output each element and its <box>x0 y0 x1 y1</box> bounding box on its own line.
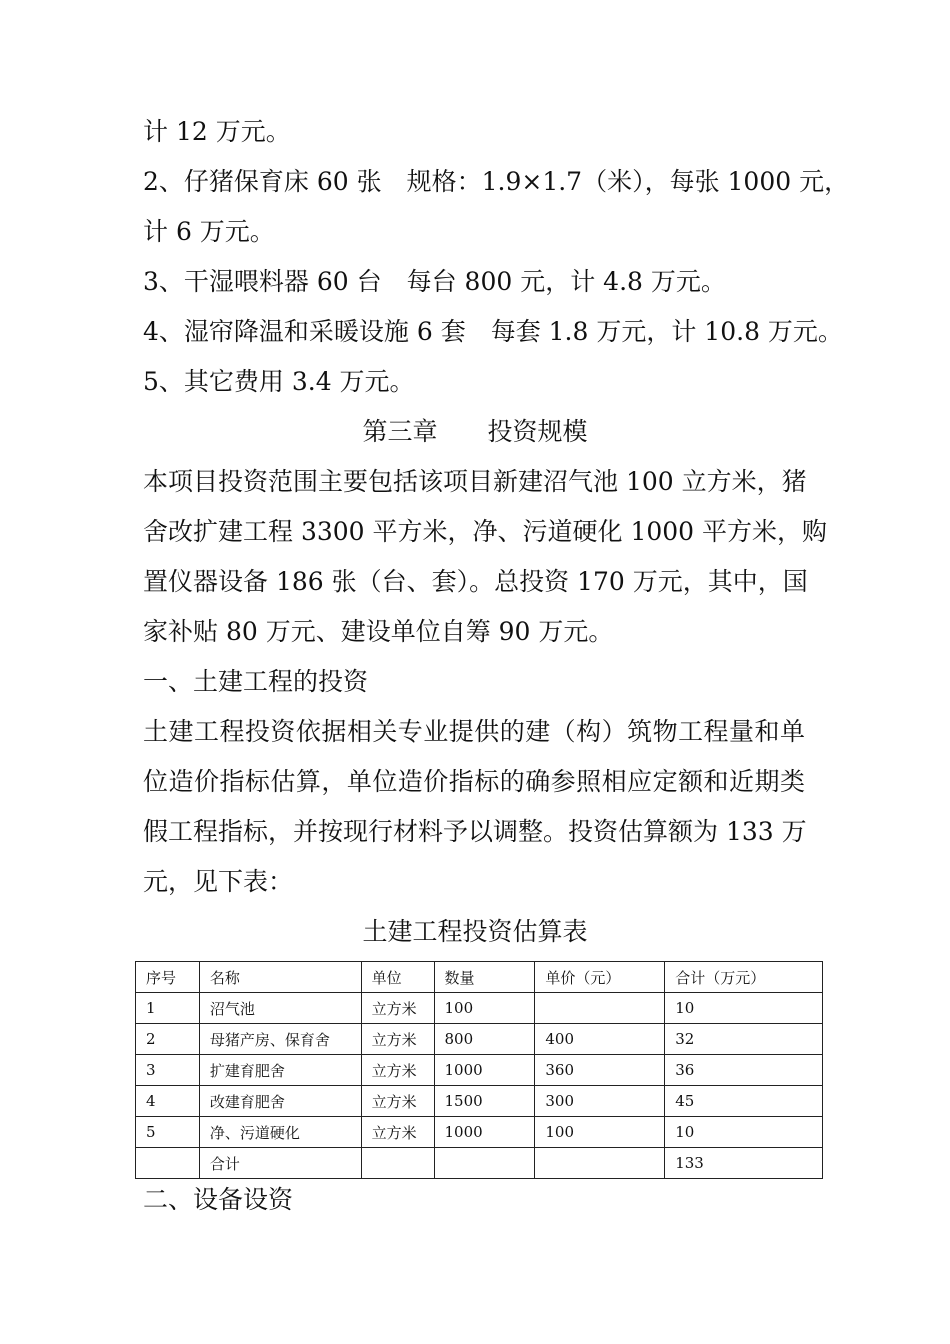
paragraph-line: 3、干湿喂料器 60 台 每台 800 元，计 4.8 万元。 <box>143 267 726 296</box>
table-cell: 300 <box>535 1086 665 1117</box>
table-cell: 10 <box>665 993 823 1024</box>
table-cell: 3 <box>136 1055 200 1086</box>
table-header-cell: 数量 <box>434 962 535 993</box>
table-cell <box>136 1148 200 1179</box>
table-row <box>136 993 823 1024</box>
table-cell: 2 <box>136 1024 200 1055</box>
table-cell: 400 <box>535 1024 665 1055</box>
table-cell: 1500 <box>434 1086 535 1117</box>
table-cell: 净、污道硬化 <box>199 1117 361 1148</box>
table-header-cell: 单价（元） <box>535 962 665 993</box>
chapter-title: 第三章 投资规模 <box>362 417 588 446</box>
table-cell: 合计 <box>199 1148 361 1179</box>
table-cell: 1000 <box>434 1055 535 1086</box>
paragraph-line: 2、仔猪保育床 60 张 规格：1.9×1.7（米），每张 1000 元， <box>143 167 850 196</box>
paragraph-line: 土建工程投资依据相关专业提供的建（构）筑物工程量和单 <box>143 717 805 746</box>
table-row <box>136 1086 823 1117</box>
paragraph-line: 计 6 万元。 <box>143 217 275 246</box>
table-cell: 133 <box>665 1148 823 1179</box>
table-cell: 45 <box>665 1086 823 1117</box>
table-cell <box>361 1148 434 1179</box>
investment-table <box>135 961 823 1179</box>
table-cell: 扩建育肥舍 <box>199 1055 361 1086</box>
paragraph-line: 假工程指标，并按现行材料予以调整。投资估算额为 133 万 <box>143 817 807 846</box>
table-cell: 立方米 <box>361 993 434 1024</box>
table-cell: 360 <box>535 1055 665 1086</box>
paragraph-line: 舍改扩建工程 3300 平方米，净、污道硬化 1000 平方米，购 <box>143 517 828 546</box>
table-cell: 100 <box>434 993 535 1024</box>
table-cell: 母猪产房、保育舍 <box>199 1024 361 1055</box>
paragraph-line: 家补贴 80 万元、建设单位自筹 90 万元。 <box>143 617 614 646</box>
paragraph-line: 计 12 万元。 <box>143 117 291 146</box>
section-heading: 二、设备设资 <box>143 1185 294 1214</box>
table-total-row <box>136 1148 823 1179</box>
table-cell: 4 <box>136 1086 200 1117</box>
table-header-row <box>136 962 823 993</box>
table-cell: 沼气池 <box>199 993 361 1024</box>
table-row <box>136 1055 823 1086</box>
table-cell: 立方米 <box>361 1055 434 1086</box>
table-cell: 36 <box>665 1055 823 1086</box>
table-cell <box>434 1148 535 1179</box>
table-cell: 1000 <box>434 1117 535 1148</box>
table-title: 土建工程投资估算表 <box>362 917 588 946</box>
paragraph-line: 元，见下表： <box>143 867 294 896</box>
table-cell: 100 <box>535 1117 665 1148</box>
section-heading: 一、土建工程的投资 <box>143 667 369 696</box>
table-cell: 改建育肥舍 <box>199 1086 361 1117</box>
table-cell <box>535 993 665 1024</box>
table-cell: 10 <box>665 1117 823 1148</box>
table-header-cell: 合计（万元） <box>665 962 823 993</box>
table-header-cell: 序号 <box>136 962 200 993</box>
table-cell: 32 <box>665 1024 823 1055</box>
paragraph-line: 位造价指标估算，单位造价指标的确参照相应定额和近期类 <box>143 767 805 796</box>
paragraph-line: 4、湿帘降温和采暖设施 6 套 每套 1.8 万元，计 10.8 万元。 <box>143 317 843 346</box>
table-cell <box>535 1148 665 1179</box>
table-header-cell: 单位 <box>361 962 434 993</box>
table-cell: 800 <box>434 1024 535 1055</box>
paragraph-line: 置仪器设备 186 张（台、套）。总投资 170 万元，其中，国 <box>143 567 808 596</box>
paragraph-line: 5、其它费用 3.4 万元。 <box>143 367 415 396</box>
table-cell: 立方米 <box>361 1086 434 1117</box>
paragraph-line: 本项目投资范围主要包括该项目新建沼气池 100 立方米，猪 <box>143 467 807 496</box>
table-header-cell: 名称 <box>199 962 361 993</box>
table-row <box>136 1117 823 1148</box>
table-row <box>136 1024 823 1055</box>
table-cell: 立方米 <box>361 1024 434 1055</box>
table-cell: 1 <box>136 993 200 1024</box>
table-cell: 立方米 <box>361 1117 434 1148</box>
table-cell: 5 <box>136 1117 200 1148</box>
